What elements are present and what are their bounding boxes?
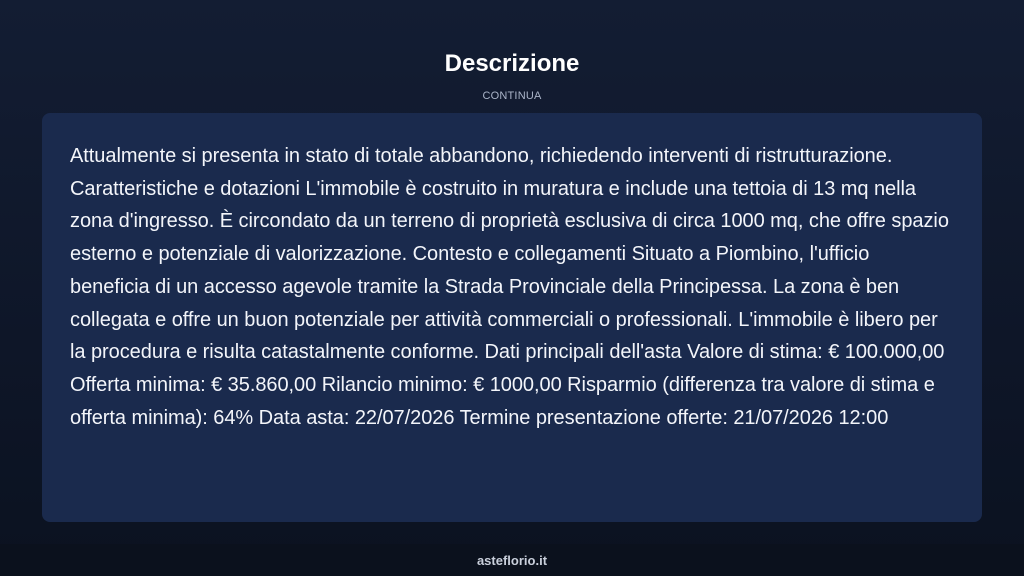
description-text: Attualmente si presenta in stato di totale abbandono, richiedendo interventi di ristrutturazione. Caratteristiche e dotazioni L'immobile è costruito in muratura e include una tettoia di 13 mq nella zona d'ingresso. È circondato da un terreno di proprietà esclusiva di circa 1000 mq, che offre spazio esterno e potenziale di valorizzazione. Contesto e collegamenti Situato a Piombino, l'ufficio beneficia di un accesso agevole tramite la Strada Provinciale della Principessa. La zona è ben collegata e offre un buon potenziale per attività commerciali o professionali. L'immobile è libero per la procedura e risulta catastalmente conforme. Dati principali dell'asta Valore di stima: € 100.000,00 Offerta minima: € 35.860,00 Rilancio minimo: € 1000,00 Risparmio (differenza tra valore di stima e offerta minima): 64% Data asta: 22/07/2026 Termine presentazione offerte: 21/07/2026 12:00 (70, 145, 949, 429)
page-title: Descrizione (444, 50, 580, 77)
continua-link[interactable]: CONTINUA (482, 90, 542, 102)
description-card (42, 113, 982, 522)
footer-site-label: asteflorio.it (476, 553, 548, 568)
